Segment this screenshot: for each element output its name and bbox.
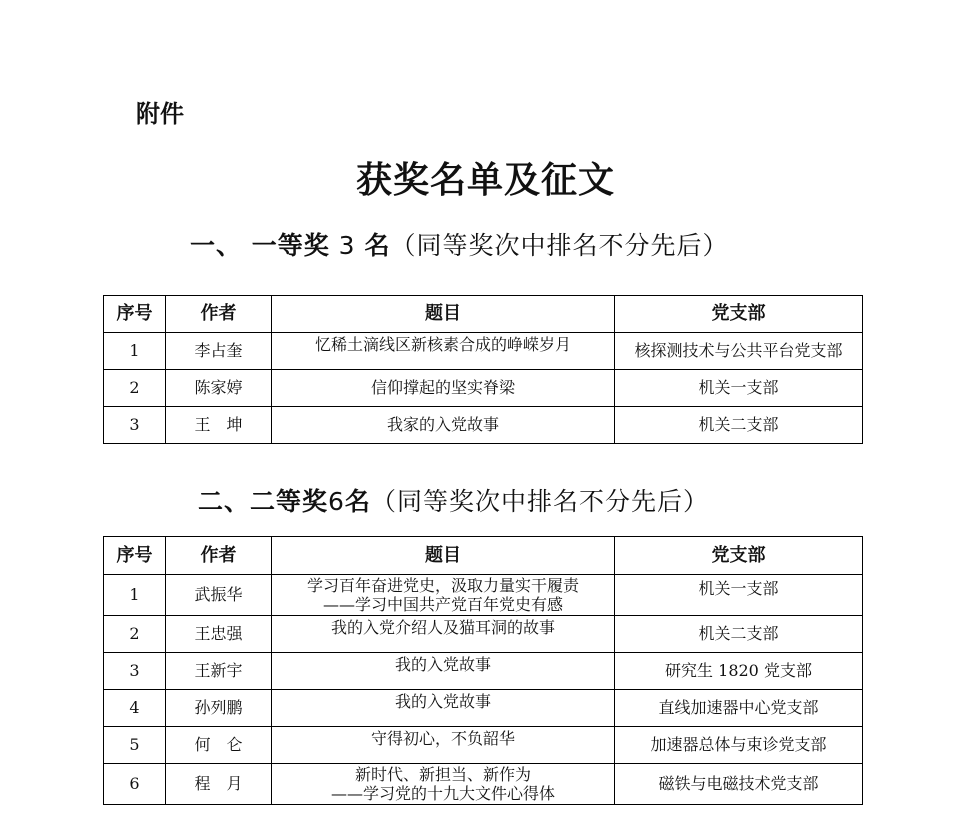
cell-branch: 研究生 1820 党支部 [615,653,863,690]
table-row [104,690,863,727]
cell-topic: 信仰撑起的坚实脊梁 [272,370,615,407]
cell-branch [615,575,863,616]
topic-text: 我的入党故事 [394,692,491,711]
cell-topic [272,653,615,690]
table-row [104,333,863,370]
cell-no: 1 [104,575,166,616]
header-no: 序号 [104,296,166,333]
section-prefix: 一、 一等奖 [190,231,330,260]
table-header-row [104,537,863,575]
table-row [104,764,863,805]
section-prefix: 二、二等奖 [198,487,329,516]
cell-branch: 机关一支部 [615,370,863,407]
section-count: 3 [338,231,356,260]
section-count: 6 [328,487,345,516]
cell-author: 程 月 [166,764,272,805]
topic-text: 我的入党介绍人及猫耳洞的故事 [330,618,555,637]
topic-line-2: ——学习中国共产党百年党史有感 [322,595,563,614]
cell-branch: 核探测技术与公共平台党支部 [615,333,863,370]
cell-topic [272,764,615,805]
cell-author: 孙列鹏 [166,690,272,727]
section-suffix: 名 [344,487,371,516]
cell-author: 武振华 [166,575,272,616]
topic-line-1: 学习百年奋进党史，汲取力量实干履责 [306,576,579,595]
section-suffix: 名 [364,231,391,260]
cell-no: 1 [104,333,166,370]
cell-topic: 我家的入党故事 [272,407,615,444]
second-prize-table [103,536,863,805]
table-header-row [104,296,863,333]
cell-author: 陈家婷 [166,370,272,407]
cell-author: 何 仑 [166,727,272,764]
cell-branch: 直线加速器中心党支部 [615,690,863,727]
section-heading-first-prize [190,226,729,262]
cell-no: 2 [104,616,166,653]
header-author: 作者 [166,296,272,333]
cell-branch: 机关二支部 [615,616,863,653]
cell-topic [272,575,615,616]
section-note: （同等奖次中排名不分先后） [370,487,709,516]
first-prize-table [103,295,863,444]
cell-author: 王忠强 [166,616,272,653]
cell-no: 3 [104,653,166,690]
header-no: 序号 [104,537,166,575]
cell-topic [272,333,615,370]
branch-text: 机关一支部 [698,579,779,598]
table-row [104,616,863,653]
cell-author: 李占奎 [166,333,272,370]
header-branch: 党支部 [615,537,863,575]
attachment-label: 附件 [136,100,184,128]
table-row [104,370,863,407]
cell-branch: 磁铁与电磁技术党支部 [615,764,863,805]
cell-no: 4 [104,690,166,727]
topic-line-1: 新时代、新担当、新作为 [354,765,531,784]
cell-no: 5 [104,727,166,764]
section-heading-second-prize [198,482,709,518]
header-topic: 题目 [272,296,615,333]
table-row [104,575,863,616]
cell-no: 2 [104,370,166,407]
cell-topic [272,727,615,764]
header-author: 作者 [166,537,272,575]
header-branch: 党支部 [615,296,863,333]
cell-no: 3 [104,407,166,444]
topic-text: 守得初心，不负韶华 [370,729,515,748]
table-row [104,407,863,444]
section-note: （同等奖次中排名不分先后） [390,231,729,260]
table-row [104,653,863,690]
cell-topic [272,690,615,727]
cell-author: 王新宇 [166,653,272,690]
cell-branch: 机关二支部 [615,407,863,444]
topic-text: 我的入党故事 [394,655,491,674]
cell-topic [272,616,615,653]
topic-line-2: ——学习党的十九大文件心得体 [330,784,555,803]
cell-branch: 加速器总体与束诊党支部 [615,727,863,764]
page-title: 获奖名单及征文 [355,159,615,201]
cell-author: 王 坤 [166,407,272,444]
topic-text: 忆稀土滴线区新核素合成的峥嵘岁月 [314,335,571,354]
header-topic: 题目 [272,537,615,575]
cell-no: 6 [104,764,166,805]
table-row [104,727,863,764]
